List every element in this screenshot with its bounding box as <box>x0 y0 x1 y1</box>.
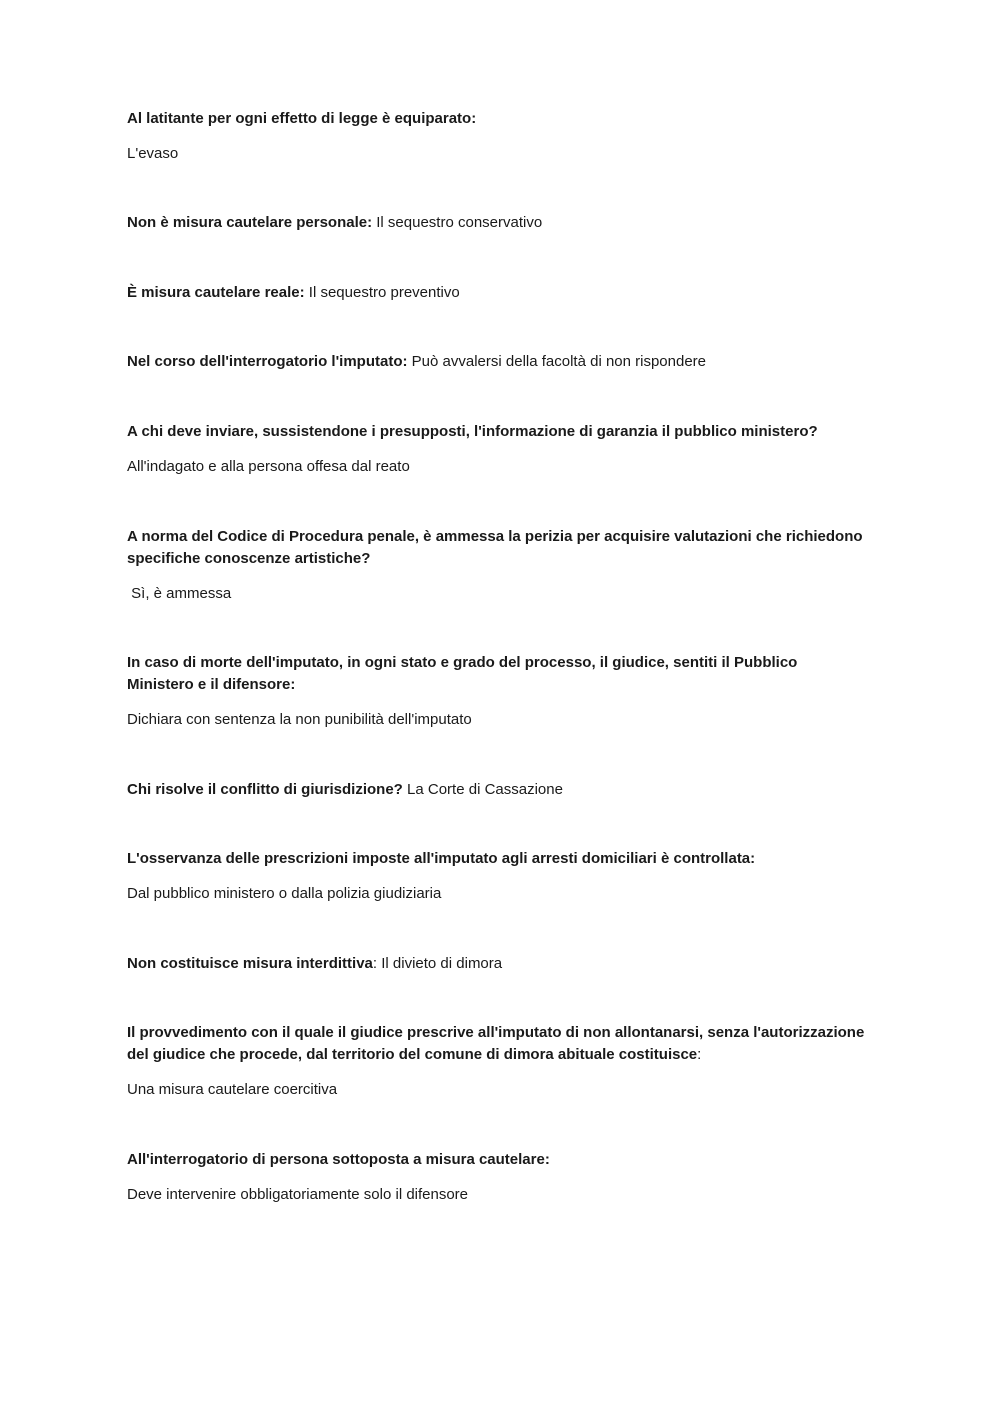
qa-item-4 <box>127 351 867 373</box>
answer-text: All'indagato e alla persona offesa dal reato <box>127 458 410 475</box>
question-text: A norma del Codice di Procedura penale, è ammessa la perizia per acquisire valutazioni che richiedono specifiche conoscenze artistiche? <box>127 528 863 567</box>
question-text: Nel corso dell'interrogatorio l'imputato: <box>127 353 408 370</box>
qa-item-12 <box>127 1149 867 1206</box>
answer-text: Può avvalersi della facoltà di non rispondere <box>407 353 707 370</box>
answer-text: Dal pubblico ministero o dalla polizia giudiziaria <box>127 885 442 902</box>
qa-item-10 <box>127 953 867 975</box>
answer-text: Dichiara con sentenza la non punibilità dell'imputato <box>127 711 472 728</box>
question-text: In caso di morte dell'imputato, in ogni stato e grado del processo, il giudice, sentiti il Pubblico Ministero e il difensore: <box>127 654 798 693</box>
question-text: Il provvedimento con il quale il giudice prescrive all'imputato di non allontanarsi, senza l'autorizzazione del giudice che procede, dal territorio del comune di dimora abituale costituisce <box>127 1024 865 1063</box>
qa-item-9 <box>127 848 867 905</box>
answer-text: Il divieto di dimora <box>377 955 503 972</box>
qa-item-6 <box>127 526 867 605</box>
question-text: All'interrogatorio di persona sottoposta a misura cautelare: <box>127 1151 550 1168</box>
answer-text: Il sequestro conservativo <box>372 214 543 231</box>
qa-item-5 <box>127 421 867 478</box>
answer-text: Il sequestro preventivo <box>304 284 460 301</box>
question-suffix: : <box>372 955 378 972</box>
qa-item-1 <box>127 108 867 165</box>
answer-text: Deve intervenire obbligatoriamente solo il difensore <box>127 1186 469 1203</box>
qa-item-8 <box>127 779 867 801</box>
question-text: Al latitante per ogni effetto di legge è equiparato: <box>127 110 477 127</box>
question-text: Chi risolve il conflitto di giurisdizione? <box>127 781 403 798</box>
answer-text: L'evaso <box>127 145 179 162</box>
answer-text: Una misura cautelare coercitiva <box>127 1081 338 1098</box>
qa-item-2 <box>127 212 867 234</box>
qa-item-11 <box>127 1022 867 1101</box>
question-suffix: : <box>697 1046 702 1063</box>
qa-item-3 <box>127 282 867 304</box>
answer-text: La Corte di Cassazione <box>402 781 563 798</box>
question-text: A chi deve inviare, sussistendone i presupposti, l'informazione di garanzia il pubblico ministero? <box>127 423 818 440</box>
question-text: Non è misura cautelare personale: <box>127 214 373 231</box>
question-text: È misura cautelare reale: <box>127 284 305 301</box>
question-text: Non costituisce misura interdittiva <box>127 955 373 972</box>
answer-text: Sì, è ammessa <box>127 585 232 602</box>
qa-item-7 <box>127 652 867 731</box>
question-text: L'osservanza delle prescrizioni imposte all'imputato agli arresti domiciliari è controllata: <box>127 850 756 867</box>
